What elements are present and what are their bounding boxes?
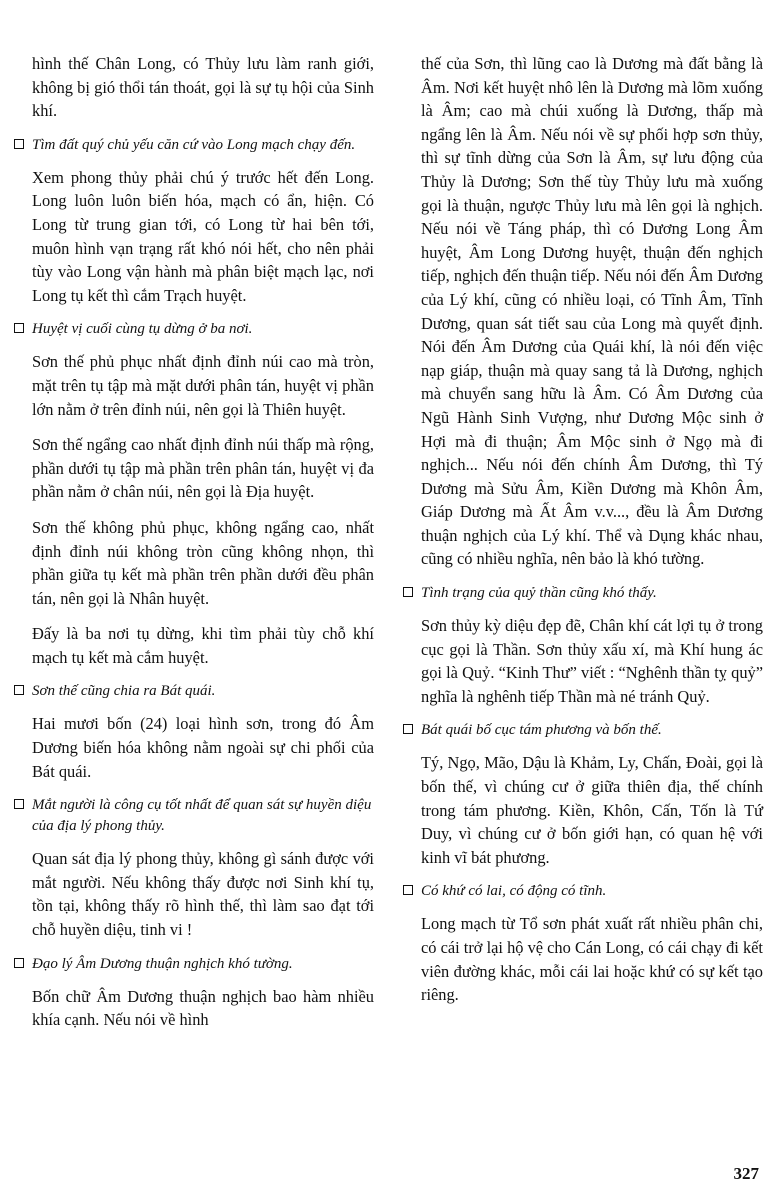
checkbox-bullet-icon [14,958,24,968]
paragraph: Quan sát địa lý phong thủy, không gì sánh được với mắt người. Nếu không thấy được nơi Sinh khí tụ, tồn tại, không thấy rõ hình thế, thì làm sao đạt tới chỗ huyền diệu, tinh vi ! [32,849,374,940]
checkbox-bullet-icon [14,685,24,695]
paragraph: Sơn thế không phủ phục, không ngẩng cao, nhất định đỉnh núi không tròn cũng không nhọn, thì phần giữa tụ kết mà phần trên phần dưới đều phân tán, nên gọi là Nhân huyệt. [32,517,374,608]
paragraph: Sơn thủy kỳ diệu đẹp đẽ, Chân khí cát lợi tụ ở trong cục gọi là Thần. Sơn thủy xấu xí, mà Khí hung ác gọi là Quỷ. “Kinh Thư” viết : “Nghênh thần tỵ quỷ” nghĩa là nghênh tiếp Thần mà né tránh Quỷ. [421,616,763,706]
section-heading: Bát quái bố cục tám phương và bốn thế. [403,720,763,741]
paragraph: thế của Sơn, thì lũng cao là Dương mà đất bằng là Âm. Nơi kết huyệt nhô lên là Dương mà lõm xuống là Âm; cao mà chúi xuống là Dương, thấp mà ngẩng lên là Âm. Nếu nói về sự phối hợp sơn thủy, thì sự tĩnh dừng của Sơn là Âm, sự lưu động của Thủy là Dương; Sơn thế tùy Thủy lưu mà xuống gọi là thuận, ngược Thủy lưu mà lên gọi là nghịch. Nếu nói về Táng pháp, thì có Dương Long Âm huyệt, Âm Long Dương huyệt, thuận đến nghịch tiếp, nghịch đến thuận tiếp. Nếu nói đến Âm Dương của Lý khí, cũng có nhiều loại, có Tĩnh Âm, Tĩnh Dương, quan sát tiết sau của Long mà quyết định. Nói đến Âm Dương của Quái khí, là nói đến việc nạp giáp, thuận mà quay sang tả là Dương, nghịch mà chuyển sang hữu là Âm. Có Âm Dương của Ngũ Hành Sinh Vượng, như Dương Mộc sinh ở Hợi mà đi thuận; Âm Mộc sinh ở Ngọ mà đi nghịch... Nếu nói đến chính Âm Dương, thì Tý Dương mà Sửu Âm, Kiền Dương mà Khôn Âm, Giáp Dương mà Ất Âm v.v..., đều là Âm Dương thuận nghịch của Lý khí. Thể và Dụng khác nhau, cũng có nhiều nghĩa, nên bảo là khó tường. [421,54,763,569]
paragraph: Xem phong thủy phải chú ý trước hết đến Long. Long luôn luôn biến hóa, mạch có ẩn, hiện. Có Long từ trung gian tới, có Long từ hai bên tới, muôn hình vạn trạng rất khó nói hết, cho nên phải tùy vào Long vận hành mà phân biệt mạch lạc, nơi Long tụ kết thì cắm Trạch huyệt. [32,167,374,305]
section-heading: Huyệt vị cuối cùng tụ dừng ở ba nơi. [14,319,374,340]
section-heading: Tìm đất quý chủ yếu căn cứ vào Long mạch chạy đến. [14,135,374,156]
section-heading: Đạo lý Âm Dương thuận nghịch khó tường. [14,954,374,975]
checkbox-bullet-icon [403,587,413,597]
paragraph: hình thế Chân Long, có Thủy lưu làm ranh giới, không bị gió thổi tán thoát, gọi là sự tụ hội của Sinh khí. [32,54,374,121]
checkbox-bullet-icon [14,139,24,149]
checkbox-bullet-icon [403,885,413,895]
paragraph: Tý, Ngọ, Mão, Dậu là Khảm, Ly, Chấn, Đoài, gọi là bốn thế, vì chúng cư ở giữa thiên địa, thế chính trong tám phương. Kiền, Khôn, Cấn, Tốn là Tứ Duy, vì chúng cư ở bốn giới hạn, có quan hệ với kinh vĩ bát phương. [421,753,763,867]
paragraph: Sơn thế ngẩng cao nhất định đỉnh núi thấp mà rộng, phần dưới tụ tập mà phần trên phân tán, huyệt vị đa phần nằm ở chân núi, nên gọi là Địa huyệt. [32,435,374,502]
checkbox-bullet-icon [14,323,24,333]
section-heading: Mắt người là công cụ tốt nhất để quan sát sự huyền diệu của địa lý phong thủy. [14,795,374,837]
page-number: 327 [733,1164,759,1183]
checkbox-bullet-icon [403,724,413,734]
paragraph: Sơn thế phủ phục nhất định đỉnh núi cao mà tròn, mặt trên tụ tập mà mặt dưới phân tán, huyệt vị phần lớn nằm ở trên đỉnh núi, nên gọi là Thiên huyệt. [32,352,374,419]
section-heading: Tình trạng của quỷ thần cũng khó thấy. [403,583,763,604]
paragraph: Long mạch từ Tổ sơn phát xuất rất nhiều phân chi, có cái trở lại hộ vệ cho Cán Long, có cái chạy đi kết viên đường khác, mỗi cái lai hoặc khứ có sự kết tạo riêng. [421,914,763,1005]
checkbox-bullet-icon [14,799,24,809]
section-heading: Sơn thế cũng chia ra Bát quái. [14,681,374,702]
right-column [403,52,763,1019]
paragraph: Đấy là ba nơi tụ dừng, khi tìm phải tùy chỗ khí mạch tụ kết mà cắm huyệt. [32,624,374,667]
section-heading: Có khứ có lai, có động có tĩnh. [403,881,763,902]
paragraph: Hai mươi bốn (24) loại hình sơn, trong đó Âm Dương biến hóa không nằm ngoài sự chi phối của Bát quái. [32,714,374,781]
left-column [14,52,374,1044]
paragraph: Bốn chữ Âm Dương thuận nghịch bao hàm nhiều khía cạnh. Nếu nói về hình [32,986,374,1030]
